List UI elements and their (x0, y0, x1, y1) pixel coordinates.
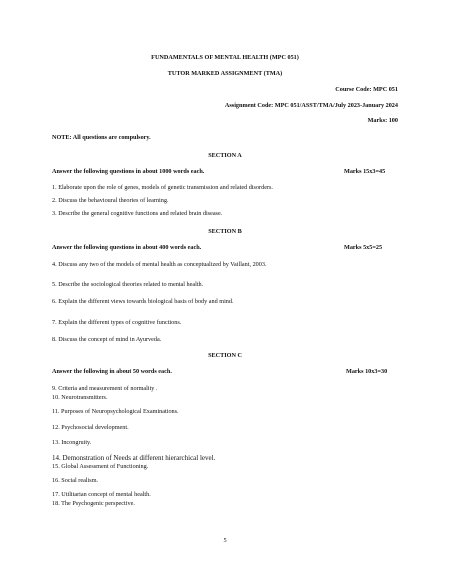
question-9: 9. Criteria and measurement of normality . (52, 385, 158, 392)
question-18: 18. The Psychogenic perspective. (52, 500, 135, 507)
section-a-marks: Marks 15x3=45 (344, 168, 386, 175)
question-8: 8. Discuss the concept of mind in Ayurveda. (52, 336, 162, 343)
question-5: 5. Describe the sociological theories related to mental health. (52, 281, 204, 288)
course-code: Course Code: MPC 051 (335, 86, 398, 93)
question-6: 6. Explain the different views towards biological basis of body and mind. (52, 298, 234, 305)
note: NOTE: All questions are compulsory. (52, 134, 151, 141)
question-4: 4. Discuss any two of the models of mental health as conceptualized by Vaillant, 2003. (52, 261, 267, 268)
section-b-title: SECTION B (208, 228, 242, 235)
question-12: 12. Psychosocial development. (52, 424, 129, 431)
question-10: 10. Neurotransmitters. (52, 394, 108, 401)
section-b-marks: Marks 5x5=25 (344, 244, 383, 251)
document-subtitle: TUTOR MARKED ASSIGNMENT (TMA) (167, 70, 283, 77)
question-14: 14. Demonstration of Needs at different hierarchical level. (52, 454, 216, 462)
question-16: 16. Social realism. (52, 477, 99, 484)
section-a-instruction: Answer the following questions in about 1000 words each. (52, 168, 205, 175)
section-c-instruction: Answer the following in about 50 words each. (52, 368, 172, 375)
section-c-marks: Marks 10x3=30 (346, 368, 388, 375)
section-b-instruction: Answer the following questions in about 400 words each. (52, 244, 202, 251)
question-3: 3. Describe the general cognitive functions and related brain disease. (52, 210, 223, 217)
question-11: 11. Purposes of Neuropsychological Examinations. (52, 408, 179, 415)
question-7: 7. Explain the different types of cognitive functions. (52, 319, 182, 326)
section-a-title: SECTION A (208, 152, 242, 159)
question-13: 13. Incongruity. (52, 439, 92, 446)
section-c-title: SECTION C (208, 352, 242, 359)
question-1: 1. Elaborate upon the role of genes, models of genetic transmission and related disorders. (52, 184, 273, 191)
total-marks: Marks: 100 (367, 117, 398, 124)
question-17: 17. Utilitarian concept of mental health. (52, 491, 151, 498)
document-title: FUNDAMENTALS OF MENTAL HEALTH (MPC 051) (151, 54, 299, 61)
assignment-code: Assignment Code: MPC 051/ASST/TMA/July 2023-January 2024 (224, 102, 398, 109)
question-2: 2. Discuss the behavioural theories of learning. (52, 197, 169, 204)
page-number: 5 (223, 537, 227, 544)
question-15: 15. Global Assessment of Functioning. (52, 463, 149, 470)
